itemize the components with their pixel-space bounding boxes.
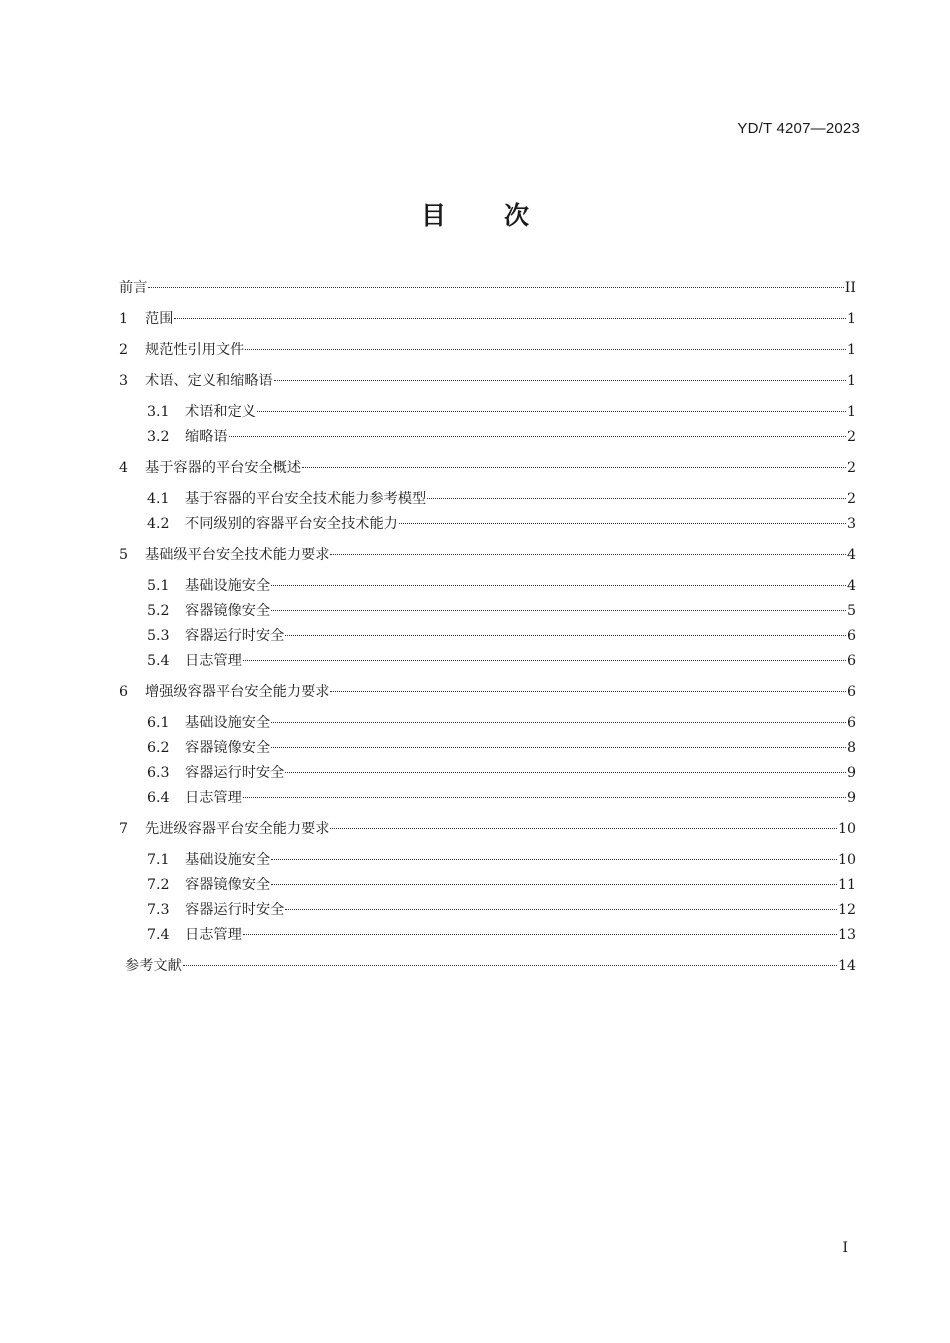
toc-entry-page: 6 [846,628,856,644]
toc-entry-label: 日志管理 [185,927,242,943]
toc-entry-page: 1 [846,373,856,389]
toc-entry-number: 3.1 [147,404,170,420]
toc-dot-leader [271,610,846,611]
toc-entry-page: II [844,280,856,296]
title-char-1: 目 [420,201,446,230]
toc-dot-leader [183,965,837,966]
toc-entry-page: 9 [846,790,856,806]
toc-entry-page: 4 [846,547,856,563]
toc-entry-foreword[interactable] [119,277,856,299]
toc-entry-7[interactable] [119,818,856,840]
title-char-2: 次 [504,201,530,230]
toc-entry-label: 日志管理 [185,653,242,669]
toc-entry-page: 1 [846,404,856,420]
toc-entry-number: 7.4 [147,927,170,943]
standard-code: YD/T 4207—2023 [737,120,860,137]
toc-entry-page: 9 [846,765,856,781]
page-number: I [842,1240,848,1256]
toc-entry-number: 6.2 [147,740,170,756]
toc-dot-leader [271,859,837,860]
toc-entry-6-2[interactable] [147,737,856,759]
toc-entry-5-1[interactable] [147,575,856,597]
toc-entry-number: 7.1 [147,852,170,868]
toc-dot-leader [285,635,846,636]
toc-dot-leader [271,884,837,885]
toc-entry-3[interactable] [119,370,856,392]
toc-entry-page: 12 [837,902,856,918]
toc-entry-label: 基于容器的平台安全技术能力参考模型 [185,491,427,507]
toc-entry-page: 2 [846,491,856,507]
toc-entry-page: 1 [846,311,856,327]
toc-entry-label: 基础设施安全 [185,578,271,594]
toc-entry-number: 7.3 [147,902,170,918]
toc-entry-page: 13 [837,927,856,943]
toc-entry-6-3[interactable] [147,762,856,784]
toc-entry-number: 6.4 [147,790,170,806]
toc-entry-number: 3.2 [147,429,170,445]
toc-entry-page: 14 [837,958,856,974]
toc-entry-label: 基础设施安全 [185,715,271,731]
toc-entry-number: 4 [119,460,129,476]
toc-entry-label: 规范性引用文件 [145,342,245,358]
toc-entry-page: 10 [837,821,856,837]
toc-dot-leader [302,467,846,468]
toc-dot-leader [274,380,846,381]
toc-entry-label: 容器镜像安全 [185,740,271,756]
toc-entry-label: 基于容器的平台安全概述 [145,460,302,476]
toc-entry-label: 增强级容器平台安全能力要求 [145,684,330,700]
toc-entry-number: 6.1 [147,715,170,731]
toc-dot-leader [330,554,846,555]
toc-entry-label: 基础设施安全 [185,852,271,868]
toc-dot-leader [285,909,837,910]
toc-entry-6-4[interactable] [147,787,856,809]
toc-dot-leader [330,691,846,692]
toc-dot-leader [330,828,836,829]
toc-dot-leader [243,660,846,661]
toc-entry-page: 11 [837,877,856,893]
toc-entry-label: 范围 [145,311,174,327]
toc-entry-4-2[interactable] [147,513,856,535]
toc-dot-leader [148,287,843,288]
toc-entry-5-2[interactable] [147,600,856,622]
toc-entry-label: 前言 [119,280,148,296]
toc-entry-number: 5.1 [147,578,170,594]
toc-dot-leader [285,772,846,773]
toc-entry-3-2[interactable] [147,426,856,448]
toc-entry-number: 7 [119,821,129,837]
toc-entry-number: 5.3 [147,628,170,644]
toc-entry-label: 缩略语 [185,429,228,445]
toc-dot-leader [243,934,837,935]
toc-entry-label: 术语、定义和缩略语 [145,373,273,389]
toc-entry-number: 7.2 [147,877,170,893]
toc-entry-label: 容器镜像安全 [185,877,271,893]
toc-entry-1[interactable] [119,308,856,330]
toc-dot-leader [229,436,846,437]
toc-dot-leader [271,585,846,586]
toc-dot-leader [427,498,846,499]
toc-entry-number: 2 [119,342,129,358]
toc-dot-leader [174,318,846,319]
toc-entry-number: 6.3 [147,765,170,781]
toc-entry-page: 5 [846,603,856,619]
toc-entry-5-4[interactable] [147,650,856,672]
toc-entry-label: 容器运行时安全 [185,902,285,918]
toc-entry-5[interactable] [119,544,856,566]
toc-entry-label: 基础级平台安全技术能力要求 [145,547,330,563]
toc-entry-label: 容器镜像安全 [185,603,271,619]
toc-entry-4-1[interactable] [147,488,856,510]
toc-entry-label: 术语和定义 [185,404,256,420]
toc-entry-2[interactable] [119,339,856,361]
toc-entry-number: 6 [119,684,129,700]
toc-entry-label: 参考文献 [125,958,182,974]
toc-entry-page: 10 [837,852,856,868]
page-title [0,196,950,232]
toc-entry-number: 1 [119,311,129,327]
toc-entry-7-1[interactable] [147,849,856,871]
toc-entry-4[interactable] [119,457,856,479]
toc-entry-number: 5.4 [147,653,170,669]
toc-dot-leader [271,722,846,723]
toc-dot-leader [399,523,846,524]
toc-entry-references[interactable] [125,955,856,977]
toc-entry-7-2[interactable] [147,874,856,896]
toc-dot-leader [257,411,846,412]
toc-entry-page: 3 [846,516,856,532]
toc-entry-number: 4.2 [147,516,170,532]
toc-entry-page: 2 [846,460,856,476]
toc-entry-label: 容器运行时安全 [185,765,285,781]
toc-entry-label: 先进级容器平台安全能力要求 [145,821,330,837]
toc-entry-page: 8 [846,740,856,756]
toc-entry-number: 3 [119,373,129,389]
toc-entry-label: 日志管理 [185,790,242,806]
toc-entry-3-1[interactable] [147,401,856,423]
toc-dot-leader [245,349,846,350]
toc-entry-page: 6 [846,684,856,700]
toc-entry-number: 5.2 [147,603,170,619]
toc-entry-7-4[interactable] [147,924,856,946]
toc-entry-number: 5 [119,547,129,563]
toc-dot-leader [271,747,846,748]
toc-entry-page: 4 [846,578,856,594]
toc-entry-7-3[interactable] [147,899,856,921]
toc-entry-page: 1 [846,342,856,358]
toc-entry-label: 容器运行时安全 [185,628,285,644]
toc-entry-page: 6 [846,653,856,669]
toc-entry-6[interactable] [119,681,856,703]
toc-dot-leader [243,797,846,798]
toc-entry-number: 4.1 [147,491,170,507]
toc-entry-page: 2 [846,429,856,445]
toc-entry-page: 6 [846,715,856,731]
toc-entry-6-1[interactable] [147,712,856,734]
toc-entry-5-3[interactable] [147,625,856,647]
toc-entry-label: 不同级别的容器平台安全技术能力 [185,516,398,532]
